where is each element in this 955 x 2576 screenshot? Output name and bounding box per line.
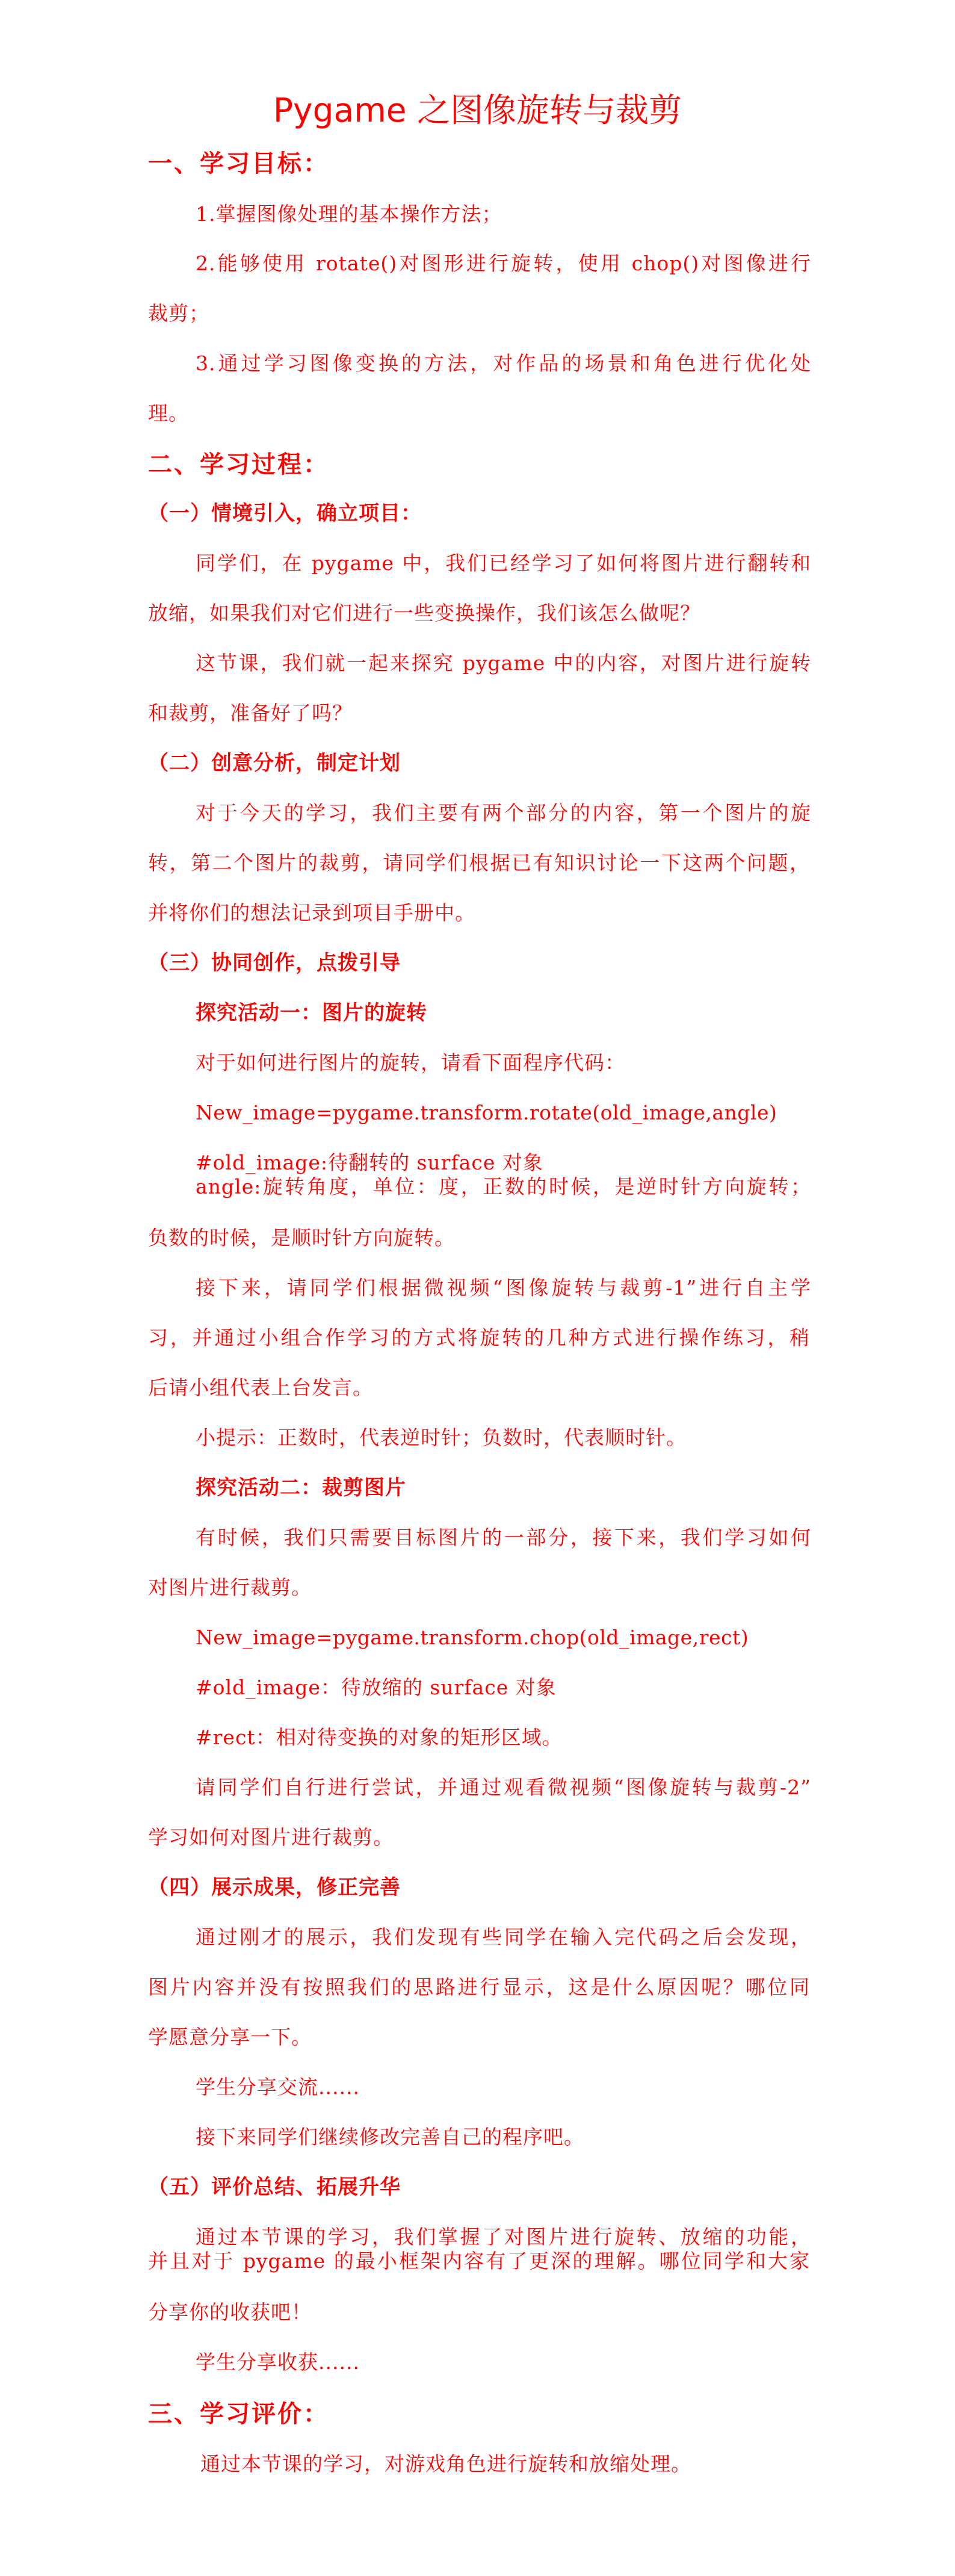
section-heading-evaluation: 三、学习评价： xyxy=(148,2400,329,2428)
activity1-line-1: 接下来，请同学们根据微视频“图像旋转与裁剪-1”进行自主学 xyxy=(196,1276,811,1299)
rotate-comment-3: 负数的时候，是顺时针方向旋转。 xyxy=(148,1226,455,1249)
section-heading-objectives: 一、学习目标： xyxy=(148,150,329,178)
rotate-comment-1: #old_image:待翻转的 surface 对象 xyxy=(196,1151,543,1174)
rotate-comment-2: angle:旋转角度，单位：度，正数的时候，是逆时针方向旋转； xyxy=(196,1175,811,1198)
part5-heading: （五）评价总结、拓展升华 xyxy=(148,2175,401,2199)
activity1-line-3: 后请小组代表上台发言。 xyxy=(148,1376,373,1399)
objective-line-1: 1.掌握图像处理的基本操作方法； xyxy=(196,202,502,226)
part4-line-1: 通过刚才的展示，我们发现有些同学在输入完代码之后会发现， xyxy=(196,1925,811,1949)
part2-line-2: 转，第二个图片的裁剪，请同学们根据已有知识讨论一下这两个问题， xyxy=(148,851,810,875)
objective-line-3-cont: 理。 xyxy=(148,401,189,425)
activity1-heading: 探究活动一：图片的旋转 xyxy=(196,1001,427,1025)
part5-line-2: 并且对于 pygame 的最小框架内容有了更深的理解。哪位同学和大家 xyxy=(148,2249,810,2273)
part4-line-2: 图片内容并没有按照我们的思路进行显示，这是什么原因呢？哪位同 xyxy=(148,1975,810,1999)
activity2-line-3: 请同学们自行进行尝试，并通过观看微视频“图像旋转与裁剪-2” xyxy=(196,1776,811,1799)
activity1-line-2: 习，并通过小组合作学习的方式将旋转的几种方式进行操作练习，稍 xyxy=(148,1326,810,1349)
chop-comment-2: #rect：相对待变换的对象的矩形区域。 xyxy=(196,1726,563,1749)
part5-line-1: 通过本节课的学习，我们掌握了对图片进行旋转、放缩的功能， xyxy=(196,2225,811,2249)
activity2-line-2: 对图片进行裁剪。 xyxy=(148,1576,312,1599)
objective-line-2: 2.能够使用 rotate()对图形进行旋转，使用 chop()对图像进行 xyxy=(196,252,811,275)
objective-line-2-cont: 裁剪； xyxy=(148,302,209,325)
chop-comment-1: #old_image：待放缩的 surface 对象 xyxy=(196,1676,557,1699)
part4-line-5: 接下来同学们继续修改完善自己的程序吧。 xyxy=(196,2125,584,2149)
part4-heading: （四）展示成果，修正完善 xyxy=(148,1875,401,1899)
part1-line-4: 和裁剪，准备好了吗？ xyxy=(148,701,353,725)
part4-line-4: 学生分享交流...... xyxy=(196,2075,360,2099)
activity2-heading: 探究活动二：裁剪图片 xyxy=(196,1476,406,1500)
activity2-line-4: 学习如何对图片进行裁剪。 xyxy=(148,1825,394,1849)
part4-line-3: 学愿意分享一下。 xyxy=(148,2025,312,2049)
objective-line-3: 3.通过学习图像变换的方法，对作品的场景和角色进行优化处 xyxy=(196,351,811,375)
part2-line-1: 对于今天的学习，我们主要有两个部分的内容，第一个图片的旋 xyxy=(196,801,811,825)
evaluation-line: 通过本节课的学习，对游戏角色进行旋转和放缩处理。 xyxy=(200,2452,691,2475)
activity1-tip: 小提示：正数时，代表逆时针；负数时，代表顺时针。 xyxy=(196,1426,687,1449)
activity1-intro: 对于如何进行图片的旋转，请看下面程序代码： xyxy=(196,1051,625,1074)
part5-line-4: 学生分享收获...... xyxy=(196,2350,360,2374)
rotate-code-line: New_image=pygame.transform.rotate(old_image,angle) xyxy=(196,1101,777,1124)
activity2-line-1: 有时候，我们只需要目标图片的一部分，接下来，我们学习如何 xyxy=(196,1526,811,1549)
page-title: Pygame 之图像旋转与裁剪 xyxy=(273,91,682,129)
part1-line-1: 同学们，在 pygame 中，我们已经学习了如何将图片进行翻转和 xyxy=(196,551,811,575)
part3-heading: （三）协同创作，点拨引导 xyxy=(148,951,401,975)
part1-line-2: 放缩，如果我们对它们进行一些变换操作，我们该怎么做呢？ xyxy=(148,601,700,625)
part1-heading: （一）情境引入，确立项目： xyxy=(148,501,422,525)
section-heading-process: 二、学习过程： xyxy=(148,451,329,478)
part1-line-3: 这节课，我们就一起来探究 pygame 中的内容，对图片进行旋转 xyxy=(196,651,811,675)
part5-line-3: 分享你的收获吧！ xyxy=(148,2300,312,2324)
part2-heading: （二）创意分析，制定计划 xyxy=(148,751,401,775)
part2-line-3: 并将你们的想法记录到项目手册中。 xyxy=(148,901,475,924)
chop-code-line: New_image=pygame.transform.chop(old_image,rect) xyxy=(196,1626,749,1649)
